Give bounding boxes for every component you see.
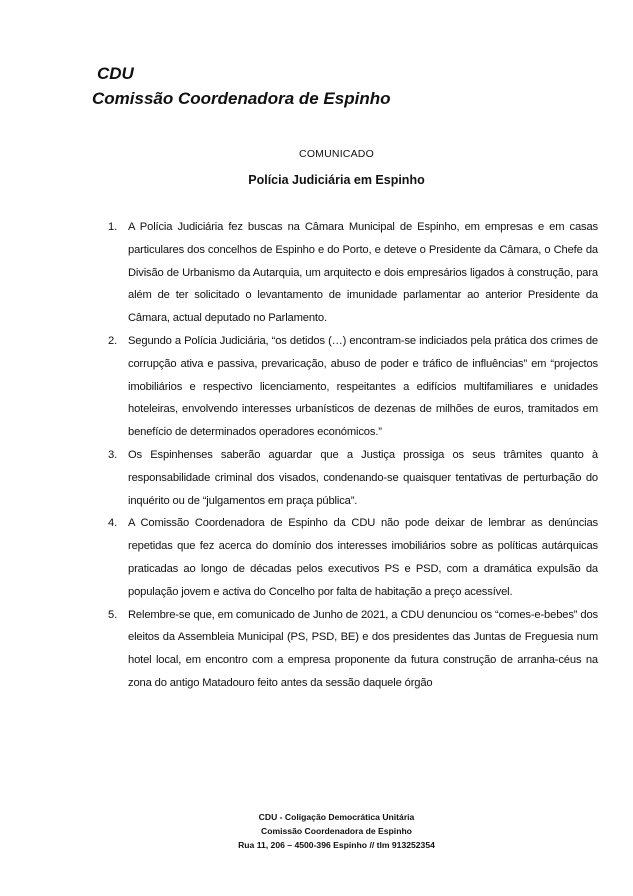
list-item (103, 604, 598, 695)
footer-address: Rua 11, 206 – 4500-396 Espinho // tlm 913252354 (238, 840, 435, 850)
document-kind: COMUNICADO (299, 148, 374, 160)
communique-list (103, 216, 598, 695)
footer-commission: Comissão Coordenadora de Espinho (261, 826, 412, 836)
party-name: CDU (97, 64, 134, 83)
list-item (103, 216, 598, 330)
footer-coalition: CDU - Coligação Democrática Unitária (258, 812, 415, 822)
list-item (103, 330, 598, 444)
item-number: 4. (108, 517, 118, 530)
item-number: 2. (108, 334, 118, 347)
list-item (103, 512, 598, 603)
item-text: A Polícia Judiciária fez buscas na Câmara Municipal de Espinho, em empresas e em casas particulares dos concelhos de Espinho e do Porto, e deteve o Presidente da Câmara, o Chefe da Divisão de Urbanismo da Autarquia, um arquitecto e dois empresários ligados à construção, para além de ter solicitado o levantamento de imunidade parlamentar ao anterior Presidente da Câmara, actual deputado no Parlamento. (128, 221, 598, 325)
document-title: Polícia Judiciária em Espinho (248, 173, 425, 187)
list-item (103, 444, 598, 512)
item-text: Relembre-se que, em comunicado de Junho de 2021, a CDU denunciou os “comes-e-bebes” dos eleitos da Assembleia Municipal (PS, PSD, BE) e dos presidentes das Juntas de Freguesia num hotel local, em encontro com a empresa proponente da futura construção de arranha-céus na zona do antigo Matadouro feito antes da sessão daquele órgão (128, 608, 598, 689)
footer (0, 810, 633, 852)
organization-name: Comissão Coordenadora de Espinho (92, 89, 391, 108)
item-number: 3. (108, 448, 118, 461)
item-text: Os Espinhenses saberão aguardar que a Justiça prossiga os seus trâmites quanto à responsabilidade criminal dos visados, condenando-se quaisquer tentativas de perturbação do inquérito ou de “julgamentos em praça pública”. (128, 448, 598, 507)
item-text: A Comissão Coordenadora de Espinho da CDU não pode deixar de lembrar as denúncias repetidas que fez acerca do domínio dos interesses imobiliários sobre as políticas autárquicas praticadas ao longo de décadas pelos executivos PS e PSD, com a dramática expulsão da população jovem e activa do Concelho por falta de habitação a preço acessível. (128, 517, 598, 598)
item-number: 1. (108, 221, 118, 233)
item-number: 5. (108, 608, 118, 621)
item-text: Segundo a Polícia Judiciária, “os detidos (…) encontram-se indiciados pela prática dos crimes de corrupção ativa e passiva, prevaricação, abuso de poder e tráfico de influências” em “projectos imobiliários e respectivo licenciamento, respeitantes a edifícios multifamiliares e unidades hoteleiras, envolvendo interesses urbanísticos de dezenas de milhões de euros, tramitados em benefício de determinados operadores económicos.” (128, 334, 598, 439)
